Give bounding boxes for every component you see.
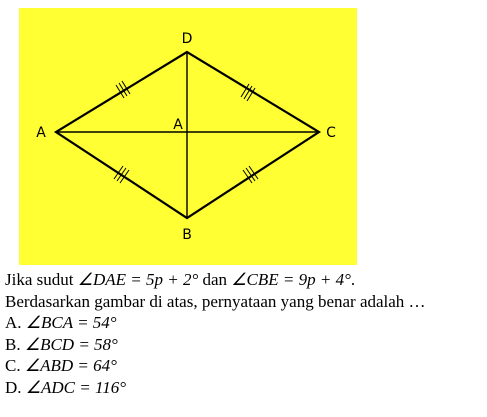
- question-line-2: Berdasarkan gambar di atas, pernyataan yang benar adalah …: [5, 291, 426, 311]
- question-prefix: Jika sudut: [5, 270, 78, 289]
- option-c-key: C.: [5, 356, 21, 375]
- option-a-expression: ∠BCA = 54°: [25, 313, 117, 332]
- angle-dae-expression: ∠DAE = 5p + 2°: [77, 270, 199, 289]
- question-text: [5, 269, 487, 398]
- option-b-key: B.: [5, 334, 21, 354]
- rhombus-diagram: [19, 8, 357, 265]
- option-d-expression: ∠ADC = 116°: [25, 377, 127, 397]
- option-b-expression: ∠BCD = 58°: [24, 334, 118, 354]
- question-line-1: [5, 269, 487, 291]
- center-label: A: [173, 117, 183, 133]
- option-d-key: D.: [5, 377, 22, 397]
- option-d[interactable]: [5, 377, 487, 399]
- rhombus-figure: [19, 8, 357, 265]
- question-conjunction: dan: [198, 270, 232, 289]
- vertex-label-b: B: [182, 227, 192, 243]
- option-c[interactable]: [5, 355, 487, 377]
- option-c-expression: ∠ABD = 64°: [24, 356, 117, 375]
- vertex-label-d: D: [181, 31, 193, 47]
- vertex-label-c: C: [326, 125, 336, 141]
- angle-cbe-expression: ∠CBE = 9p + 4°: [231, 270, 351, 289]
- vertex-label-a: A: [36, 125, 46, 141]
- option-b[interactable]: [5, 334, 487, 356]
- question-period: .: [350, 270, 356, 289]
- option-a-key: A.: [5, 313, 22, 332]
- option-a[interactable]: [5, 312, 487, 334]
